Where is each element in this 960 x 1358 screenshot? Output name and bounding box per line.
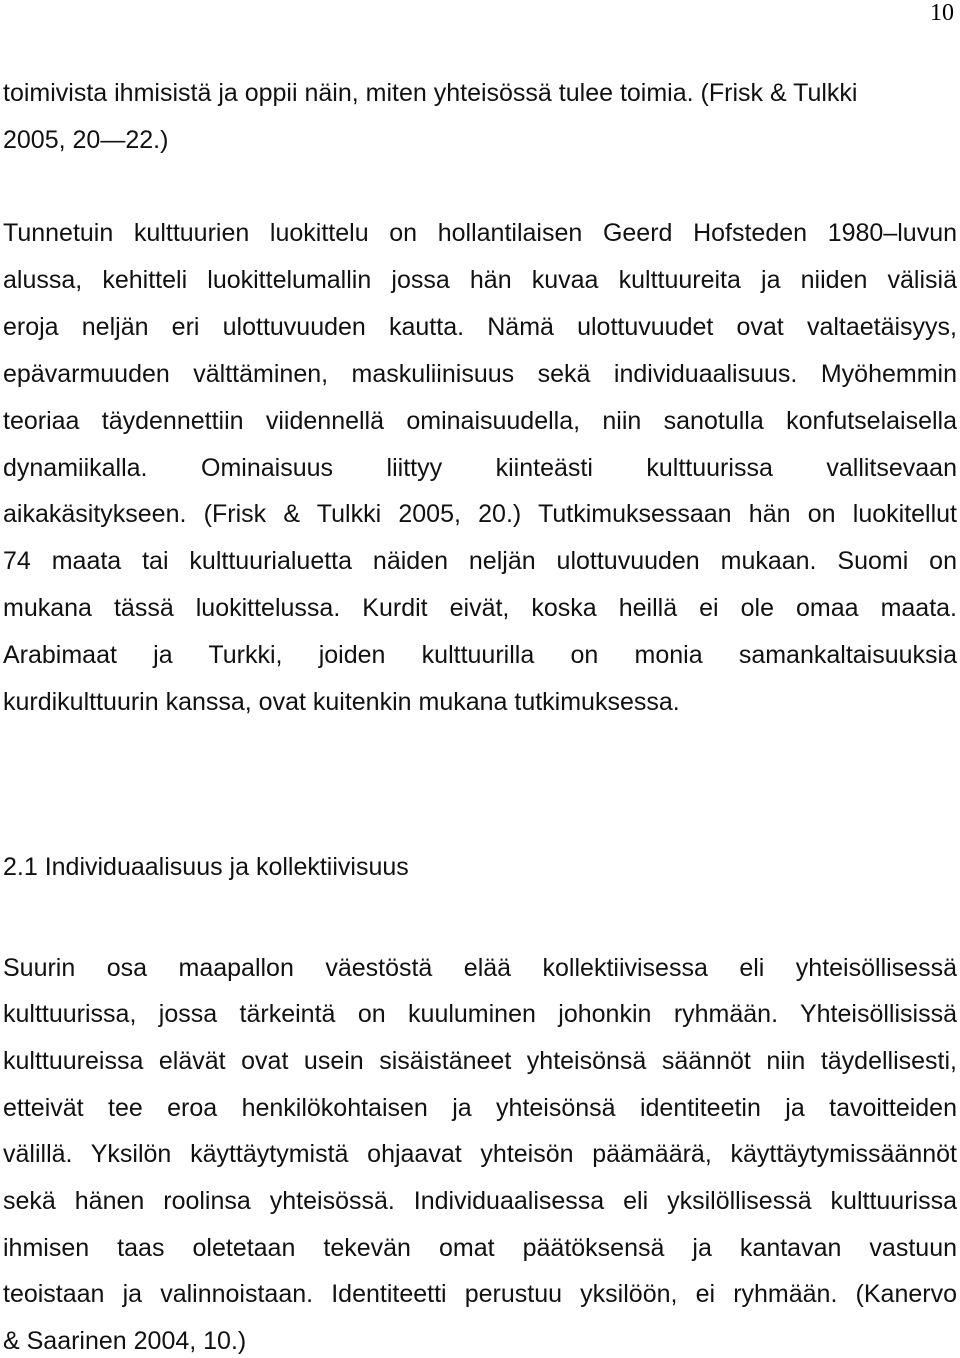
paragraph-line: välillä. Yksilön käyttäytymistä ohjaavat yhteisön päämäärä, käyttäytymissäännöt	[3, 1140, 957, 1168]
paragraph-line: teoriaa täydennettiin viidennellä ominaisuudella, niin sanotulla konfutselaisella	[3, 407, 957, 435]
paragraph-line: toimivista ihmisistä ja oppii näin, miten yhteisössä tulee toimia. (Frisk & Tulkki	[3, 79, 858, 107]
page-number: 10	[930, 0, 954, 26]
paragraph-line: kulttuureissa elävät ovat usein sisäistäneet yhteisönsä säännöt niin täydellisesti,	[3, 1047, 957, 1075]
paragraph-line: kulttuurissa, jossa tärkeintä on kuuluminen johonkin ryhmään. Yhteisöllisissä	[3, 1000, 957, 1028]
paragraph-line: alussa, kehitteli luokittelumallin jossa hän kuvaa kulttuureita ja niiden välisiä	[3, 266, 957, 294]
section-heading: 2.1 Individuaalisuus ja kollektiivisuus	[3, 853, 409, 881]
paragraph-line: Suurin osa maapallon väestöstä elää kollektiivisessa eli yhteisöllisessä	[3, 954, 957, 982]
paragraph-line: epävarmuuden välttäminen, maskuliinisuus sekä individuaalisuus. Myöhemmin	[3, 360, 957, 388]
paragraph-line: eroja neljän eri ulottuvuuden kautta. Nämä ulottuvuudet ovat valtaetäisyys,	[3, 313, 957, 341]
paragraph-line: Arabimaat ja Turkki, joiden kulttuurilla on monia samankaltaisuuksia	[3, 641, 957, 669]
paragraph-line: teoistaan ja valinnoistaan. Identiteetti perustuu yksilöön, ei ryhmään. (Kanervo	[3, 1280, 957, 1308]
paragraph-line: mukana tässä luokittelussa. Kurdit eivät, koska heillä ei ole omaa maata.	[3, 594, 957, 622]
paragraph-line: 74 maata tai kulttuurialuetta näiden neljän ulottuvuuden mukaan. Suomi on	[3, 547, 957, 575]
paragraph-line: sekä hänen roolinsa yhteisössä. Individuaalisessa eli yksilöllisessä kulttuurissa	[3, 1187, 957, 1215]
paragraph-line: Tunnetuin kulttuurien luokittelu on hollantilaisen Geerd Hofsteden 1980–luvun	[3, 219, 957, 247]
paragraph-line: & Saarinen 2004, 10.)	[3, 1327, 247, 1355]
paragraph-line: 2005, 20—22.)	[3, 126, 169, 154]
paragraph-line: aikakäsitykseen. (Frisk & Tulkki 2005, 20.) Tutkimuksessaan hän on luokitellut	[3, 500, 957, 528]
paragraph-line: etteivät tee eroa henkilökohtaisen ja yhteisönsä identiteetin ja tavoitteiden	[3, 1094, 957, 1122]
paragraph-line: dynamiikalla. Ominaisuus liittyy kiinteästi kulttuurissa vallitsevaan	[3, 454, 957, 482]
paragraph-line: ihmisen taas oletetaan tekevän omat päätöksensä ja kantavan vastuun	[3, 1234, 957, 1262]
paragraph-line: kurdikulttuurin kanssa, ovat kuitenkin mukana tutkimuksessa.	[3, 688, 680, 716]
